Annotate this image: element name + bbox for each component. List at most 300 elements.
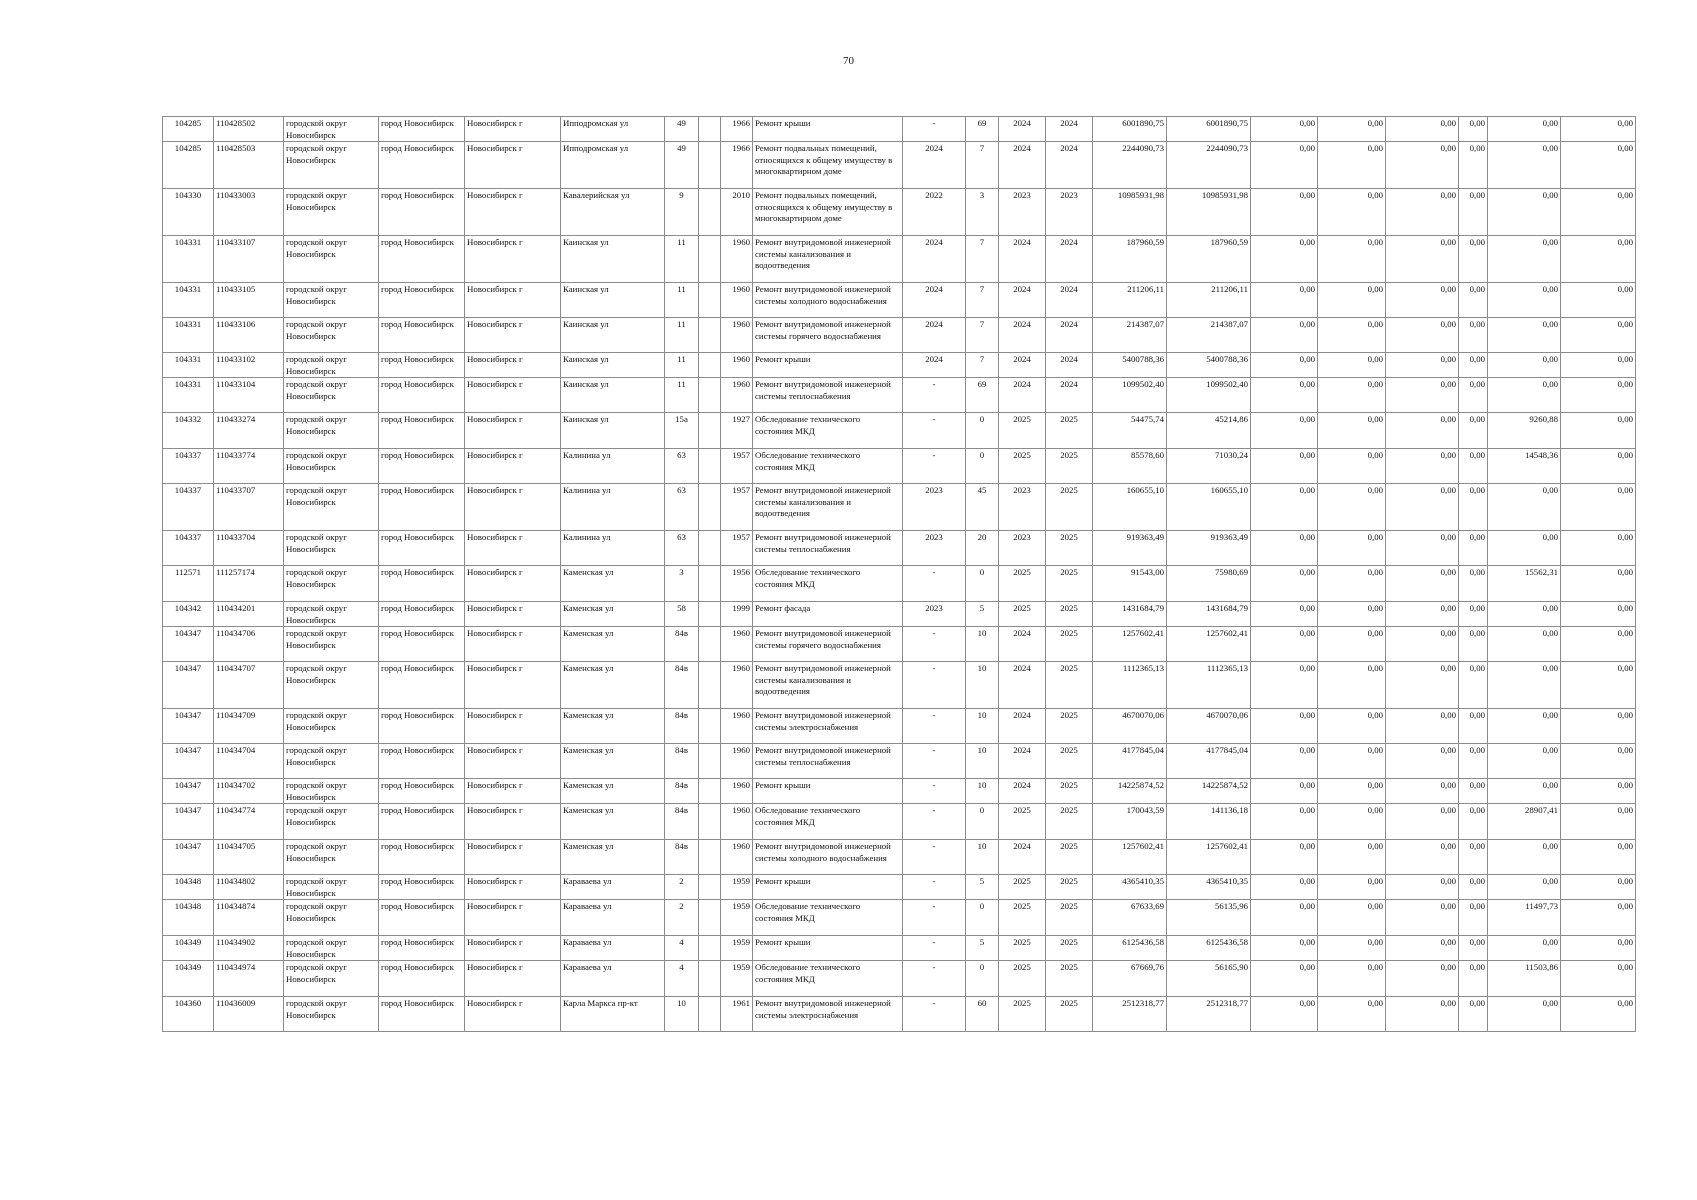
cell-house-number: 84в <box>665 709 699 744</box>
cell-commission-year: 1960 <box>721 804 753 840</box>
cell-street: Ипподромская ул <box>561 142 665 189</box>
cell-owners-funds: 14548,36 <box>1488 449 1561 484</box>
table-row <box>163 318 1636 353</box>
cell-other-support: 0,00 <box>1459 283 1488 318</box>
cell-last-repair-year: - <box>903 449 966 484</box>
cell-settlement: город Новосибирск <box>379 353 465 378</box>
cell-house-code: 104348 <box>163 875 214 900</box>
cell-building <box>699 117 721 142</box>
cell-planned-year-start: 2025 <box>999 900 1046 936</box>
cell-house-number: 4 <box>665 936 699 961</box>
cell-last-repair-year: - <box>903 744 966 779</box>
cell-commission-year: 1960 <box>721 283 753 318</box>
cell-regional-support: 0,00 <box>1318 627 1386 662</box>
cell-total-cost: 4670070,06 <box>1093 709 1167 744</box>
cell-locality: Новосибирск г <box>465 449 561 484</box>
cell-total-cost: 2244090,73 <box>1093 142 1167 189</box>
cell-extra-funds: 0,00 <box>1561 840 1636 875</box>
cell-regional-support: 0,00 <box>1318 484 1386 531</box>
cell-commission-year: 1960 <box>721 840 753 875</box>
table-row <box>163 189 1636 236</box>
table-row <box>163 804 1636 840</box>
cell-municipal-district: городской округ Новосибирск <box>284 662 379 709</box>
cell-settlement: город Новосибирск <box>379 709 465 744</box>
cell-planned-year-end: 2025 <box>1046 531 1093 566</box>
cell-extra-funds: 0,00 <box>1561 142 1636 189</box>
table-row <box>163 353 1636 378</box>
cell-street: Калинина ул <box>561 484 665 531</box>
cell-work-type: Ремонт внутридомовой инженерной системы канализования и водоотведения <box>753 484 903 531</box>
cell-building <box>699 779 721 804</box>
cell-settlement: город Новосибирск <box>379 961 465 997</box>
cell-last-repair-year: - <box>903 804 966 840</box>
cell-commission-year: 1961 <box>721 997 753 1032</box>
cell-work-type: Обследование технического состояния МКД <box>753 961 903 997</box>
cell-commission-year: 1960 <box>721 627 753 662</box>
cell-wear-percent: 7 <box>966 318 999 353</box>
table-row <box>163 236 1636 283</box>
cell-house-code: 104337 <box>163 531 214 566</box>
cell-street: Каменская ул <box>561 779 665 804</box>
cell-fund-amount: 4670070,06 <box>1167 709 1251 744</box>
cell-regional-support: 0,00 <box>1318 318 1386 353</box>
cell-municipal-district: городской округ Новосибирск <box>284 318 379 353</box>
cell-municipal-district: городской округ Новосибирск <box>284 413 379 449</box>
cell-federal-support: 0,00 <box>1251 744 1318 779</box>
cell-planned-year-start: 2023 <box>999 531 1046 566</box>
cell-work-code: 110434706 <box>214 627 284 662</box>
cell-wear-percent: 69 <box>966 378 999 413</box>
cell-last-repair-year: 2023 <box>903 602 966 627</box>
cell-extra-funds: 0,00 <box>1561 936 1636 961</box>
cell-planned-year-start: 2025 <box>999 997 1046 1032</box>
cell-work-code: 111257174 <box>214 566 284 602</box>
cell-wear-percent: 10 <box>966 744 999 779</box>
cell-wear-percent: 0 <box>966 449 999 484</box>
cell-total-cost: 6125436,58 <box>1093 936 1167 961</box>
cell-work-code: 110434201 <box>214 602 284 627</box>
cell-house-code: 104331 <box>163 353 214 378</box>
cell-planned-year-end: 2025 <box>1046 804 1093 840</box>
cell-other-support: 0,00 <box>1459 840 1488 875</box>
cell-work-code: 110433106 <box>214 318 284 353</box>
cell-total-cost: 160655,10 <box>1093 484 1167 531</box>
cell-fund-amount: 141136,18 <box>1167 804 1251 840</box>
cell-planned-year-end: 2025 <box>1046 566 1093 602</box>
cell-wear-percent: 0 <box>966 566 999 602</box>
cell-work-code: 110433274 <box>214 413 284 449</box>
cell-total-cost: 14225874,52 <box>1093 779 1167 804</box>
cell-work-code: 110428502 <box>214 117 284 142</box>
cell-last-repair-year: - <box>903 413 966 449</box>
cell-street: Караваева ул <box>561 875 665 900</box>
cell-wear-percent: 10 <box>966 840 999 875</box>
cell-house-number: 84в <box>665 662 699 709</box>
cell-building <box>699 283 721 318</box>
cell-house-code: 104347 <box>163 744 214 779</box>
cell-house-code: 104337 <box>163 484 214 531</box>
cell-house-code: 104332 <box>163 413 214 449</box>
cell-last-repair-year: - <box>903 936 966 961</box>
table-row <box>163 283 1636 318</box>
cell-settlement: город Новосибирск <box>379 531 465 566</box>
cell-house-code: 104331 <box>163 378 214 413</box>
cell-building <box>699 804 721 840</box>
cell-planned-year-start: 2024 <box>999 142 1046 189</box>
cell-municipal-district: городской округ Новосибирск <box>284 744 379 779</box>
cell-other-support: 0,00 <box>1459 875 1488 900</box>
cell-last-repair-year: 2022 <box>903 189 966 236</box>
cell-extra-funds: 0,00 <box>1561 804 1636 840</box>
cell-owners-funds: 0,00 <box>1488 142 1561 189</box>
cell-wear-percent: 5 <box>966 875 999 900</box>
cell-street: Калинина ул <box>561 531 665 566</box>
cell-other-support: 0,00 <box>1459 189 1488 236</box>
cell-planned-year-start: 2025 <box>999 413 1046 449</box>
cell-federal-support: 0,00 <box>1251 840 1318 875</box>
cell-owners-funds: 0,00 <box>1488 189 1561 236</box>
cell-planned-year-end: 2024 <box>1046 142 1093 189</box>
cell-house-number: 49 <box>665 117 699 142</box>
cell-commission-year: 2010 <box>721 189 753 236</box>
cell-fund-amount: 5400788,36 <box>1167 353 1251 378</box>
cell-house-code: 104349 <box>163 936 214 961</box>
cell-settlement: город Новосибирск <box>379 779 465 804</box>
cell-building <box>699 900 721 936</box>
cell-house-number: 10 <box>665 997 699 1032</box>
cell-fund-amount: 1257602,41 <box>1167 840 1251 875</box>
cell-work-code: 110434874 <box>214 900 284 936</box>
cell-house-number: 15а <box>665 413 699 449</box>
cell-federal-support: 0,00 <box>1251 627 1318 662</box>
cell-fund-amount: 1112365,13 <box>1167 662 1251 709</box>
cell-street: Каменская ул <box>561 744 665 779</box>
cell-building <box>699 662 721 709</box>
cell-last-repair-year: - <box>903 900 966 936</box>
cell-building <box>699 602 721 627</box>
cell-other-support: 0,00 <box>1459 449 1488 484</box>
cell-wear-percent: 3 <box>966 189 999 236</box>
cell-street: Каинская ул <box>561 378 665 413</box>
cell-total-cost: 10985931,98 <box>1093 189 1167 236</box>
cell-owners-funds: 0,00 <box>1488 997 1561 1032</box>
cell-wear-percent: 0 <box>966 413 999 449</box>
cell-extra-funds: 0,00 <box>1561 900 1636 936</box>
cell-total-cost: 2512318,77 <box>1093 997 1167 1032</box>
cell-municipal-district: городской округ Новосибирск <box>284 900 379 936</box>
cell-settlement: город Новосибирск <box>379 449 465 484</box>
cell-locality: Новосибирск г <box>465 117 561 142</box>
cell-work-code: 110434974 <box>214 961 284 997</box>
cell-municipal-district: городской округ Новосибирск <box>284 709 379 744</box>
cell-owners-funds: 9260,88 <box>1488 413 1561 449</box>
cell-last-repair-year: - <box>903 840 966 875</box>
cell-settlement: город Новосибирск <box>379 283 465 318</box>
cell-fund-amount: 4365410,35 <box>1167 875 1251 900</box>
cell-municipal-support: 0,00 <box>1386 662 1459 709</box>
cell-settlement: город Новосибирск <box>379 189 465 236</box>
cell-regional-support: 0,00 <box>1318 779 1386 804</box>
cell-settlement: город Новосибирск <box>379 875 465 900</box>
cell-house-code: 104349 <box>163 961 214 997</box>
cell-locality: Новосибирск г <box>465 804 561 840</box>
cell-other-support: 0,00 <box>1459 142 1488 189</box>
cell-planned-year-end: 2025 <box>1046 936 1093 961</box>
cell-owners-funds: 0,00 <box>1488 875 1561 900</box>
cell-planned-year-end: 2024 <box>1046 283 1093 318</box>
cell-owners-funds: 0,00 <box>1488 779 1561 804</box>
cell-commission-year: 1959 <box>721 936 753 961</box>
cell-municipal-support: 0,00 <box>1386 997 1459 1032</box>
table-row <box>163 961 1636 997</box>
table-row <box>163 900 1636 936</box>
cell-total-cost: 4365410,35 <box>1093 875 1167 900</box>
cell-extra-funds: 0,00 <box>1561 449 1636 484</box>
cell-locality: Новосибирск г <box>465 627 561 662</box>
cell-house-code: 104331 <box>163 318 214 353</box>
cell-work-code: 110428503 <box>214 142 284 189</box>
cell-work-type: Ремонт подвальных помещений, относящихся к общему имуществу в многоквартирном доме <box>753 189 903 236</box>
cell-last-repair-year: 2024 <box>903 318 966 353</box>
cell-building <box>699 353 721 378</box>
cell-building <box>699 566 721 602</box>
cell-extra-funds: 0,00 <box>1561 997 1636 1032</box>
cell-house-number: 9 <box>665 189 699 236</box>
cell-municipal-support: 0,00 <box>1386 189 1459 236</box>
cell-planned-year-start: 2024 <box>999 378 1046 413</box>
cell-municipal-district: городской округ Новосибирск <box>284 189 379 236</box>
cell-federal-support: 0,00 <box>1251 353 1318 378</box>
cell-work-code: 110434707 <box>214 662 284 709</box>
cell-extra-funds: 0,00 <box>1561 961 1636 997</box>
cell-planned-year-end: 2025 <box>1046 875 1093 900</box>
cell-wear-percent: 10 <box>966 627 999 662</box>
cell-owners-funds: 0,00 <box>1488 117 1561 142</box>
cell-work-code: 110434774 <box>214 804 284 840</box>
cell-extra-funds: 0,00 <box>1561 566 1636 602</box>
cell-wear-percent: 10 <box>966 662 999 709</box>
cell-federal-support: 0,00 <box>1251 449 1318 484</box>
table-row <box>163 997 1636 1032</box>
cell-work-code: 110434802 <box>214 875 284 900</box>
cell-municipal-district: городской округ Новосибирск <box>284 840 379 875</box>
cell-owners-funds: 11497,73 <box>1488 900 1561 936</box>
cell-owners-funds: 0,00 <box>1488 283 1561 318</box>
cell-extra-funds: 0,00 <box>1561 709 1636 744</box>
cell-work-type: Ремонт подвальных помещений, относящихся к общему имуществу в многоквартирном доме <box>753 142 903 189</box>
cell-extra-funds: 0,00 <box>1561 484 1636 531</box>
cell-work-type: Ремонт внутридомовой инженерной системы канализования и водоотведения <box>753 236 903 283</box>
cell-total-cost: 1257602,41 <box>1093 627 1167 662</box>
cell-total-cost: 67633,69 <box>1093 900 1167 936</box>
cell-commission-year: 1957 <box>721 449 753 484</box>
cell-locality: Новосибирск г <box>465 602 561 627</box>
cell-house-number: 63 <box>665 531 699 566</box>
cell-last-repair-year: 2023 <box>903 484 966 531</box>
cell-work-type: Обследование технического состояния МКД <box>753 566 903 602</box>
cell-work-code: 110433107 <box>214 236 284 283</box>
cell-federal-support: 0,00 <box>1251 413 1318 449</box>
cell-extra-funds: 0,00 <box>1561 189 1636 236</box>
cell-work-type: Ремонт внутридомовой инженерной системы электроснабжения <box>753 709 903 744</box>
cell-work-type: Ремонт фасада <box>753 602 903 627</box>
cell-federal-support: 0,00 <box>1251 875 1318 900</box>
cell-settlement: город Новосибирск <box>379 117 465 142</box>
cell-extra-funds: 0,00 <box>1561 353 1636 378</box>
cell-federal-support: 0,00 <box>1251 142 1318 189</box>
cell-street: Каменская ул <box>561 804 665 840</box>
cell-federal-support: 0,00 <box>1251 318 1318 353</box>
cell-regional-support: 0,00 <box>1318 353 1386 378</box>
cell-municipal-district: городской округ Новосибирск <box>284 236 379 283</box>
cell-settlement: город Новосибирск <box>379 318 465 353</box>
cell-locality: Новосибирск г <box>465 531 561 566</box>
table-row <box>163 744 1636 779</box>
cell-settlement: город Новосибирск <box>379 662 465 709</box>
cell-federal-support: 0,00 <box>1251 997 1318 1032</box>
cell-total-cost: 91543,00 <box>1093 566 1167 602</box>
cell-commission-year: 1960 <box>721 353 753 378</box>
cell-extra-funds: 0,00 <box>1561 318 1636 353</box>
cell-planned-year-start: 2024 <box>999 353 1046 378</box>
cell-municipal-district: городской округ Новосибирск <box>284 484 379 531</box>
cell-municipal-support: 0,00 <box>1386 804 1459 840</box>
cell-work-type: Ремонт внутридомовой инженерной системы теплоснабжения <box>753 744 903 779</box>
cell-municipal-district: городской округ Новосибирск <box>284 779 379 804</box>
cell-work-type: Ремонт крыши <box>753 875 903 900</box>
cell-fund-amount: 6001890,75 <box>1167 117 1251 142</box>
cell-building <box>699 413 721 449</box>
cell-regional-support: 0,00 <box>1318 602 1386 627</box>
cell-building <box>699 142 721 189</box>
cell-municipal-district: городской округ Новосибирск <box>284 602 379 627</box>
table-row <box>163 413 1636 449</box>
cell-regional-support: 0,00 <box>1318 744 1386 779</box>
cell-total-cost: 54475,74 <box>1093 413 1167 449</box>
cell-owners-funds: 0,00 <box>1488 318 1561 353</box>
cell-regional-support: 0,00 <box>1318 662 1386 709</box>
cell-work-type: Ремонт внутридомовой инженерной системы холодного водоснабжения <box>753 283 903 318</box>
cell-work-type: Ремонт внутридомовой инженерной системы горячего водоснабжения <box>753 627 903 662</box>
cell-wear-percent: 20 <box>966 531 999 566</box>
cell-work-type: Обследование технического состояния МКД <box>753 900 903 936</box>
cell-planned-year-end: 2025 <box>1046 900 1093 936</box>
cell-building <box>699 531 721 566</box>
cell-owners-funds: 0,00 <box>1488 662 1561 709</box>
cell-municipal-support: 0,00 <box>1386 353 1459 378</box>
cell-other-support: 0,00 <box>1459 602 1488 627</box>
cell-locality: Новосибирск г <box>465 840 561 875</box>
cell-owners-funds: 0,00 <box>1488 744 1561 779</box>
cell-last-repair-year: - <box>903 961 966 997</box>
cell-house-number: 63 <box>665 484 699 531</box>
cell-commission-year: 1999 <box>721 602 753 627</box>
cell-house-code: 104347 <box>163 627 214 662</box>
cell-owners-funds: 0,00 <box>1488 484 1561 531</box>
cell-other-support: 0,00 <box>1459 117 1488 142</box>
cell-street: Каменская ул <box>561 709 665 744</box>
cell-locality: Новосибирск г <box>465 413 561 449</box>
cell-planned-year-end: 2024 <box>1046 117 1093 142</box>
cell-fund-amount: 2512318,77 <box>1167 997 1251 1032</box>
cell-street: Каинская ул <box>561 413 665 449</box>
cell-last-repair-year: 2024 <box>903 236 966 283</box>
cell-municipal-support: 0,00 <box>1386 936 1459 961</box>
cell-building <box>699 189 721 236</box>
cell-fund-amount: 10985931,98 <box>1167 189 1251 236</box>
cell-federal-support: 0,00 <box>1251 602 1318 627</box>
cell-work-code: 110434704 <box>214 744 284 779</box>
cell-municipal-district: городской округ Новосибирск <box>284 378 379 413</box>
cell-building <box>699 318 721 353</box>
cell-wear-percent: 7 <box>966 353 999 378</box>
cell-building <box>699 875 721 900</box>
cell-municipal-district: городской округ Новосибирск <box>284 117 379 142</box>
cell-house-code: 104337 <box>163 449 214 484</box>
cell-street: Ипподромская ул <box>561 117 665 142</box>
table-row <box>163 779 1636 804</box>
cell-planned-year-end: 2025 <box>1046 449 1093 484</box>
cell-federal-support: 0,00 <box>1251 117 1318 142</box>
cell-municipal-district: городской округ Новосибирск <box>284 449 379 484</box>
cell-wear-percent: 0 <box>966 804 999 840</box>
cell-last-repair-year: - <box>903 627 966 662</box>
cell-building <box>699 449 721 484</box>
cell-regional-support: 0,00 <box>1318 566 1386 602</box>
cell-extra-funds: 0,00 <box>1561 779 1636 804</box>
cell-regional-support: 0,00 <box>1318 900 1386 936</box>
cell-planned-year-end: 2025 <box>1046 662 1093 709</box>
cell-federal-support: 0,00 <box>1251 236 1318 283</box>
cell-fund-amount: 4177845,04 <box>1167 744 1251 779</box>
cell-house-number: 11 <box>665 236 699 283</box>
cell-settlement: город Новосибирск <box>379 936 465 961</box>
cell-wear-percent: 0 <box>966 961 999 997</box>
table-row <box>163 840 1636 875</box>
cell-municipal-support: 0,00 <box>1386 840 1459 875</box>
cell-wear-percent: 7 <box>966 283 999 318</box>
cell-extra-funds: 0,00 <box>1561 627 1636 662</box>
cell-planned-year-start: 2024 <box>999 709 1046 744</box>
cell-planned-year-start: 2024 <box>999 840 1046 875</box>
cell-municipal-support: 0,00 <box>1386 283 1459 318</box>
cell-work-type: Обследование технического состояния МКД <box>753 449 903 484</box>
cell-settlement: город Новосибирск <box>379 804 465 840</box>
cell-settlement: город Новосибирск <box>379 378 465 413</box>
cell-municipal-district: городской округ Новосибирск <box>284 627 379 662</box>
cell-building <box>699 997 721 1032</box>
cell-street: Караваева ул <box>561 900 665 936</box>
cell-municipal-district: городской округ Новосибирск <box>284 283 379 318</box>
cell-other-support: 0,00 <box>1459 353 1488 378</box>
cell-house-code: 104347 <box>163 779 214 804</box>
cell-planned-year-start: 2024 <box>999 318 1046 353</box>
cell-locality: Новосибирск г <box>465 189 561 236</box>
cell-commission-year: 1960 <box>721 662 753 709</box>
cell-federal-support: 0,00 <box>1251 378 1318 413</box>
cell-wear-percent: 0 <box>966 900 999 936</box>
cell-house-code: 104347 <box>163 840 214 875</box>
cell-locality: Новосибирск г <box>465 662 561 709</box>
cell-municipal-district: городской округ Новосибирск <box>284 566 379 602</box>
cell-wear-percent: 10 <box>966 709 999 744</box>
cell-street: Кавалерийская ул <box>561 189 665 236</box>
cell-regional-support: 0,00 <box>1318 378 1386 413</box>
cell-commission-year: 1960 <box>721 744 753 779</box>
cell-work-code: 110433707 <box>214 484 284 531</box>
cell-federal-support: 0,00 <box>1251 484 1318 531</box>
cell-settlement: город Новосибирск <box>379 900 465 936</box>
